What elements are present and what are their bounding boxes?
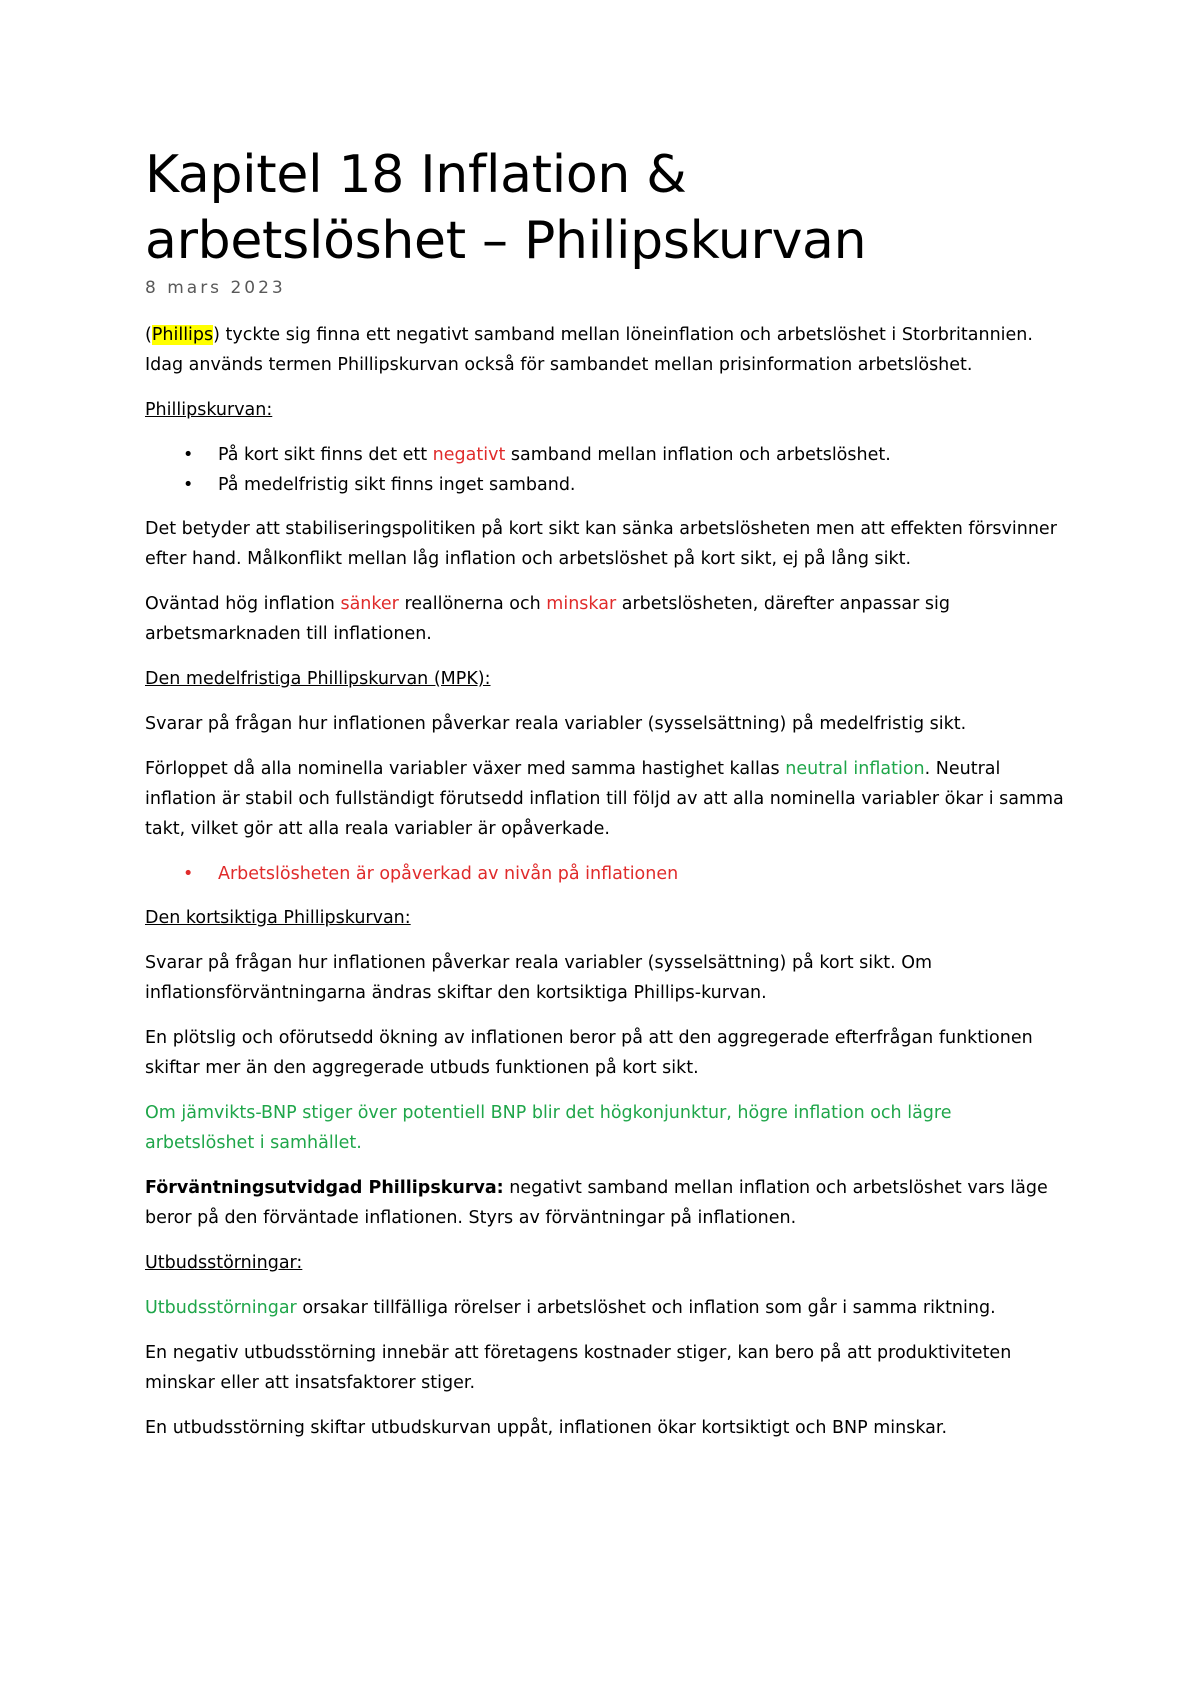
document-page	[145, 142, 1065, 1458]
paragraph-jamvikt: Om jämvikts-BNP stiger över potentiell BNP blir det högkonjunktur, högre inflation och lägre arbetslöshet i samhället.	[145, 1103, 952, 1153]
paragraph-neutral: Förloppet då alla nominella variabler växer med samma hastighet kallas neutral inflation. Neutral inflation är stabil och fullständigt förutsedd inflation till följd av att alla nominella variabler ökar i samma takt, vilket gör att alla reala variabler är opåverkade.	[145, 759, 1064, 839]
list-item: • Arbetslösheten är opåverkad av nivån på inflationen	[145, 859, 1065, 889]
paragraph-utbud-1: Utbudsstörningar orsakar tillfälliga rörelser i arbetslöshet och inflation som går i samma riktning.	[145, 1298, 996, 1318]
bullet-icon: •	[183, 445, 194, 465]
document-date: 8 mars 2023	[145, 278, 286, 298]
paragraph-forvantning: Förväntningsutvidgad Phillipskurva: negativt samband mellan inflation och arbetslöshet vars läge beror på den förväntade inflationen. Styrs av förväntningar på inflationen.	[145, 1178, 1048, 1228]
green-text: neutral inflation	[785, 759, 925, 779]
heading-phillipskurvan: Phillipskurvan:	[145, 400, 273, 420]
bullet-list-1	[145, 440, 1065, 500]
title-line-2: arbetslöshet – Philipskurvan	[145, 211, 867, 271]
bullet-icon: •	[183, 864, 194, 884]
red-text: sänker	[340, 594, 399, 614]
red-text: minskar	[546, 594, 617, 614]
green-text: Utbudsstörningar	[145, 1298, 297, 1318]
paragraph-plotslig: En plötslig och oförutsedd ökning av inflationen beror på att den aggregerade efterfrågan funktionen skiftar mer än den aggregerade utbuds funktionen på kort sikt.	[145, 1028, 1033, 1078]
bold-term: Förväntningsutvidgad Phillipskurva:	[145, 1178, 504, 1198]
red-text: negativt	[432, 445, 506, 465]
list-item: • På kort sikt finns det ett negativt samband mellan inflation och arbetslöshet.	[145, 440, 1065, 470]
paragraph-utbud-3: En utbudsstörning skiftar utbudskurvan uppåt, inflationen ökar kortsiktigt och BNP minskar.	[145, 1418, 948, 1438]
paragraph-intro: (Phillips) tyckte sig finna ett negativt samband mellan löneinflation och arbetslöshet i Storbritannien. Idag används termen Phillipskurvan också för sambandet mellan prisinformation arbetslöshet.	[145, 325, 1033, 375]
paragraph-kortsiktig-desc: Svarar på frågan hur inflationen påverkar reala variabler (sysselsättning) på kort sikt. Om inflationsförväntningarna ändras skiftar den kortsiktiga Phillips-kurvan.	[145, 953, 933, 1003]
title-line-1: Kapitel 18 Inflation &	[145, 145, 687, 205]
heading-mpk: Den medelfristiga Phillipskurvan (MPK):	[145, 669, 491, 689]
heading-kortsiktiga: Den kortsiktiga Phillipskurvan:	[145, 908, 411, 928]
heading-utbud: Utbudsstörningar:	[145, 1253, 303, 1273]
highlighted-phillips: Phillips	[151, 325, 214, 345]
paragraph-utbud-2: En negativ utbudsstörning innebär att företagens kostnader stiger, kan bero på att produktiviteten minskar eller att insatsfaktorer stiger.	[145, 1343, 1012, 1393]
paragraph-mpk-desc: Svarar på frågan hur inflationen påverkar reala variabler (sysselsättning) på medelfristig sikt.	[145, 714, 967, 734]
bullet-icon: •	[183, 475, 194, 495]
bullet-list-2	[145, 859, 1065, 889]
list-item: • På medelfristig sikt finns inget samband.	[145, 470, 1065, 500]
paragraph-ovantad: Oväntad hög inflation sänker reallönerna och minskar arbetslösheten, därefter anpassar sig arbetsmarknaden till inflationen.	[145, 594, 950, 644]
paragraph-stabilisering: Det betyder att stabiliseringspolitiken på kort sikt kan sänka arbetslösheten men att effekten försvinner efter hand. Målkonflikt mellan låg inflation och arbetslöshet på kort sikt, ej på lång sikt.	[145, 519, 1057, 569]
document-title	[145, 142, 1065, 274]
